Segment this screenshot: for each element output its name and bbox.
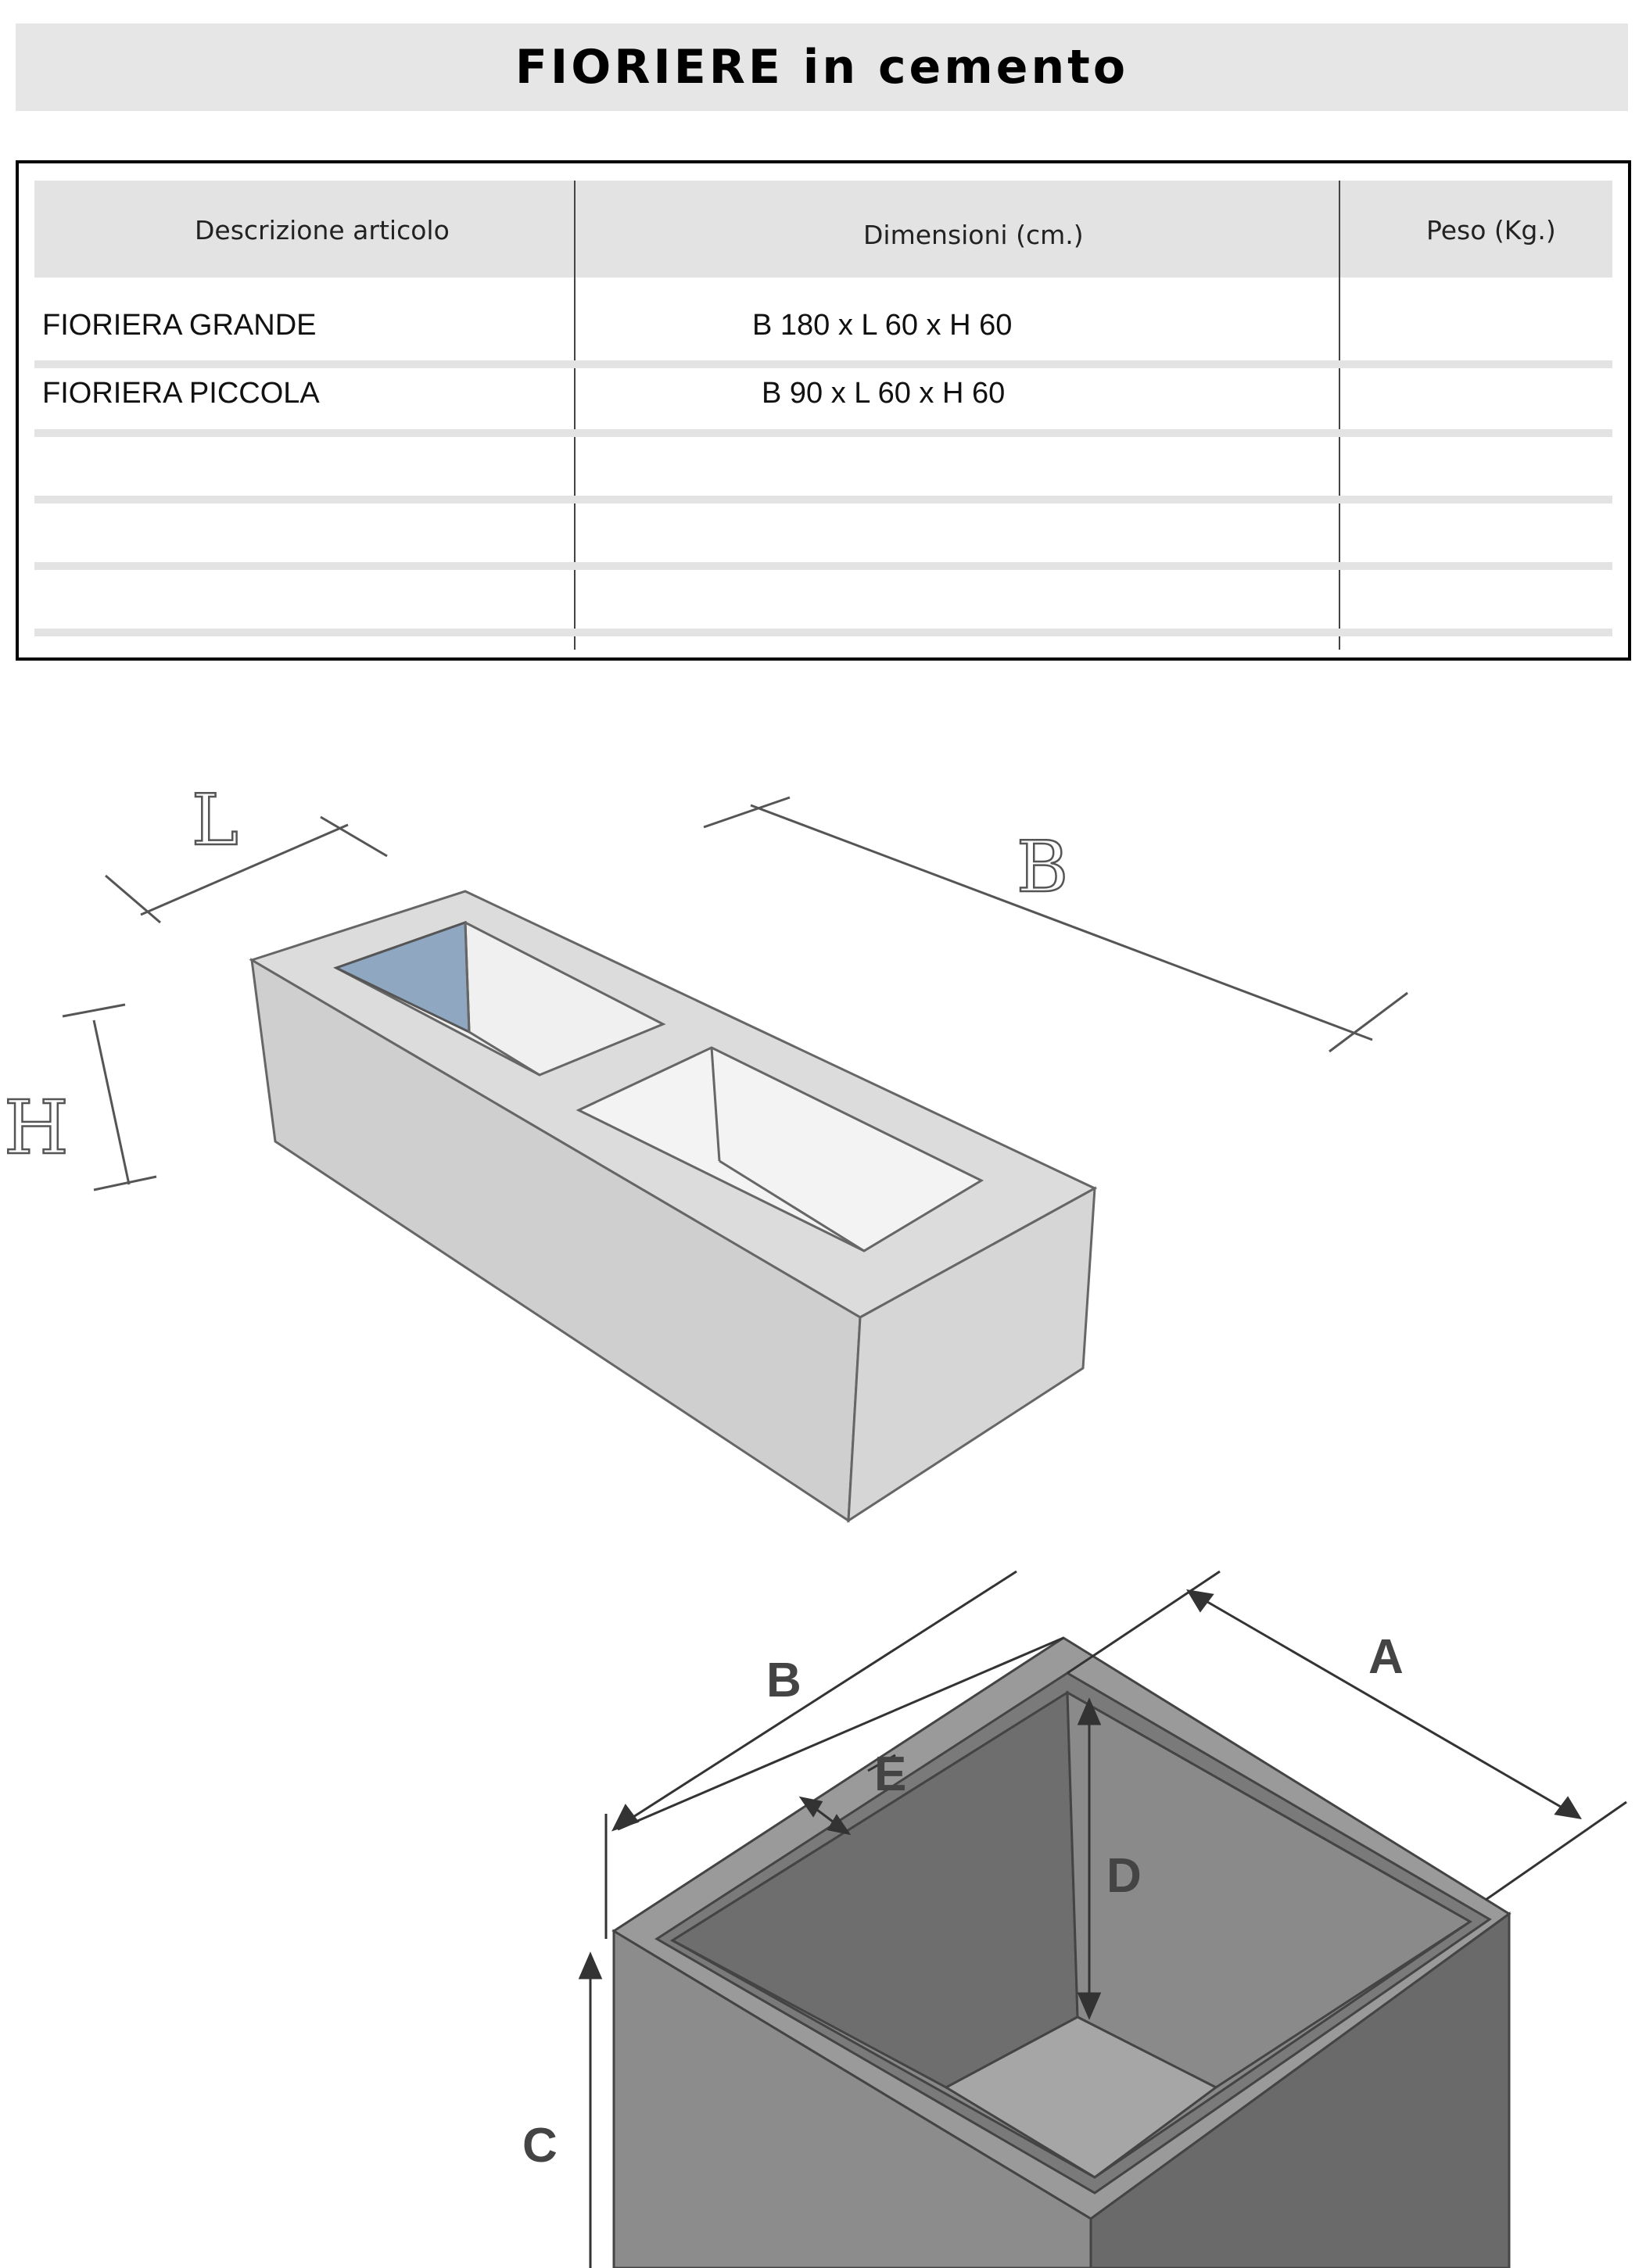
row-description: FIORIERA GRANDE xyxy=(42,309,317,342)
header-weight: Peso (Kg.) xyxy=(1426,215,1556,245)
dimension-label-h: H xyxy=(4,1085,69,1171)
header-description: Descrizione articolo xyxy=(195,215,450,245)
dimension-label-a: A xyxy=(1368,1630,1404,1684)
row-description: FIORIERA PICCOLA xyxy=(42,377,320,410)
square-planter-body xyxy=(614,1638,1509,2268)
dimension-label-b: B xyxy=(766,1654,801,1707)
dimension-label-d: D xyxy=(1106,1849,1142,1903)
dimension-label-e: E xyxy=(874,1747,907,1801)
dimension-label-c: C xyxy=(522,2119,558,2173)
row-dimensions: B 180 x L 60 x H 60 xyxy=(752,309,1013,342)
row-dimensions: B 90 x L 60 x H 60 xyxy=(762,377,1006,410)
header-dimensions: Dimensioni (cm.) xyxy=(863,220,1084,250)
dimension-label-l: L xyxy=(192,779,238,862)
page-title: FIORIERE in cemento xyxy=(515,40,1129,95)
dimension-label-b: B xyxy=(1017,826,1069,908)
